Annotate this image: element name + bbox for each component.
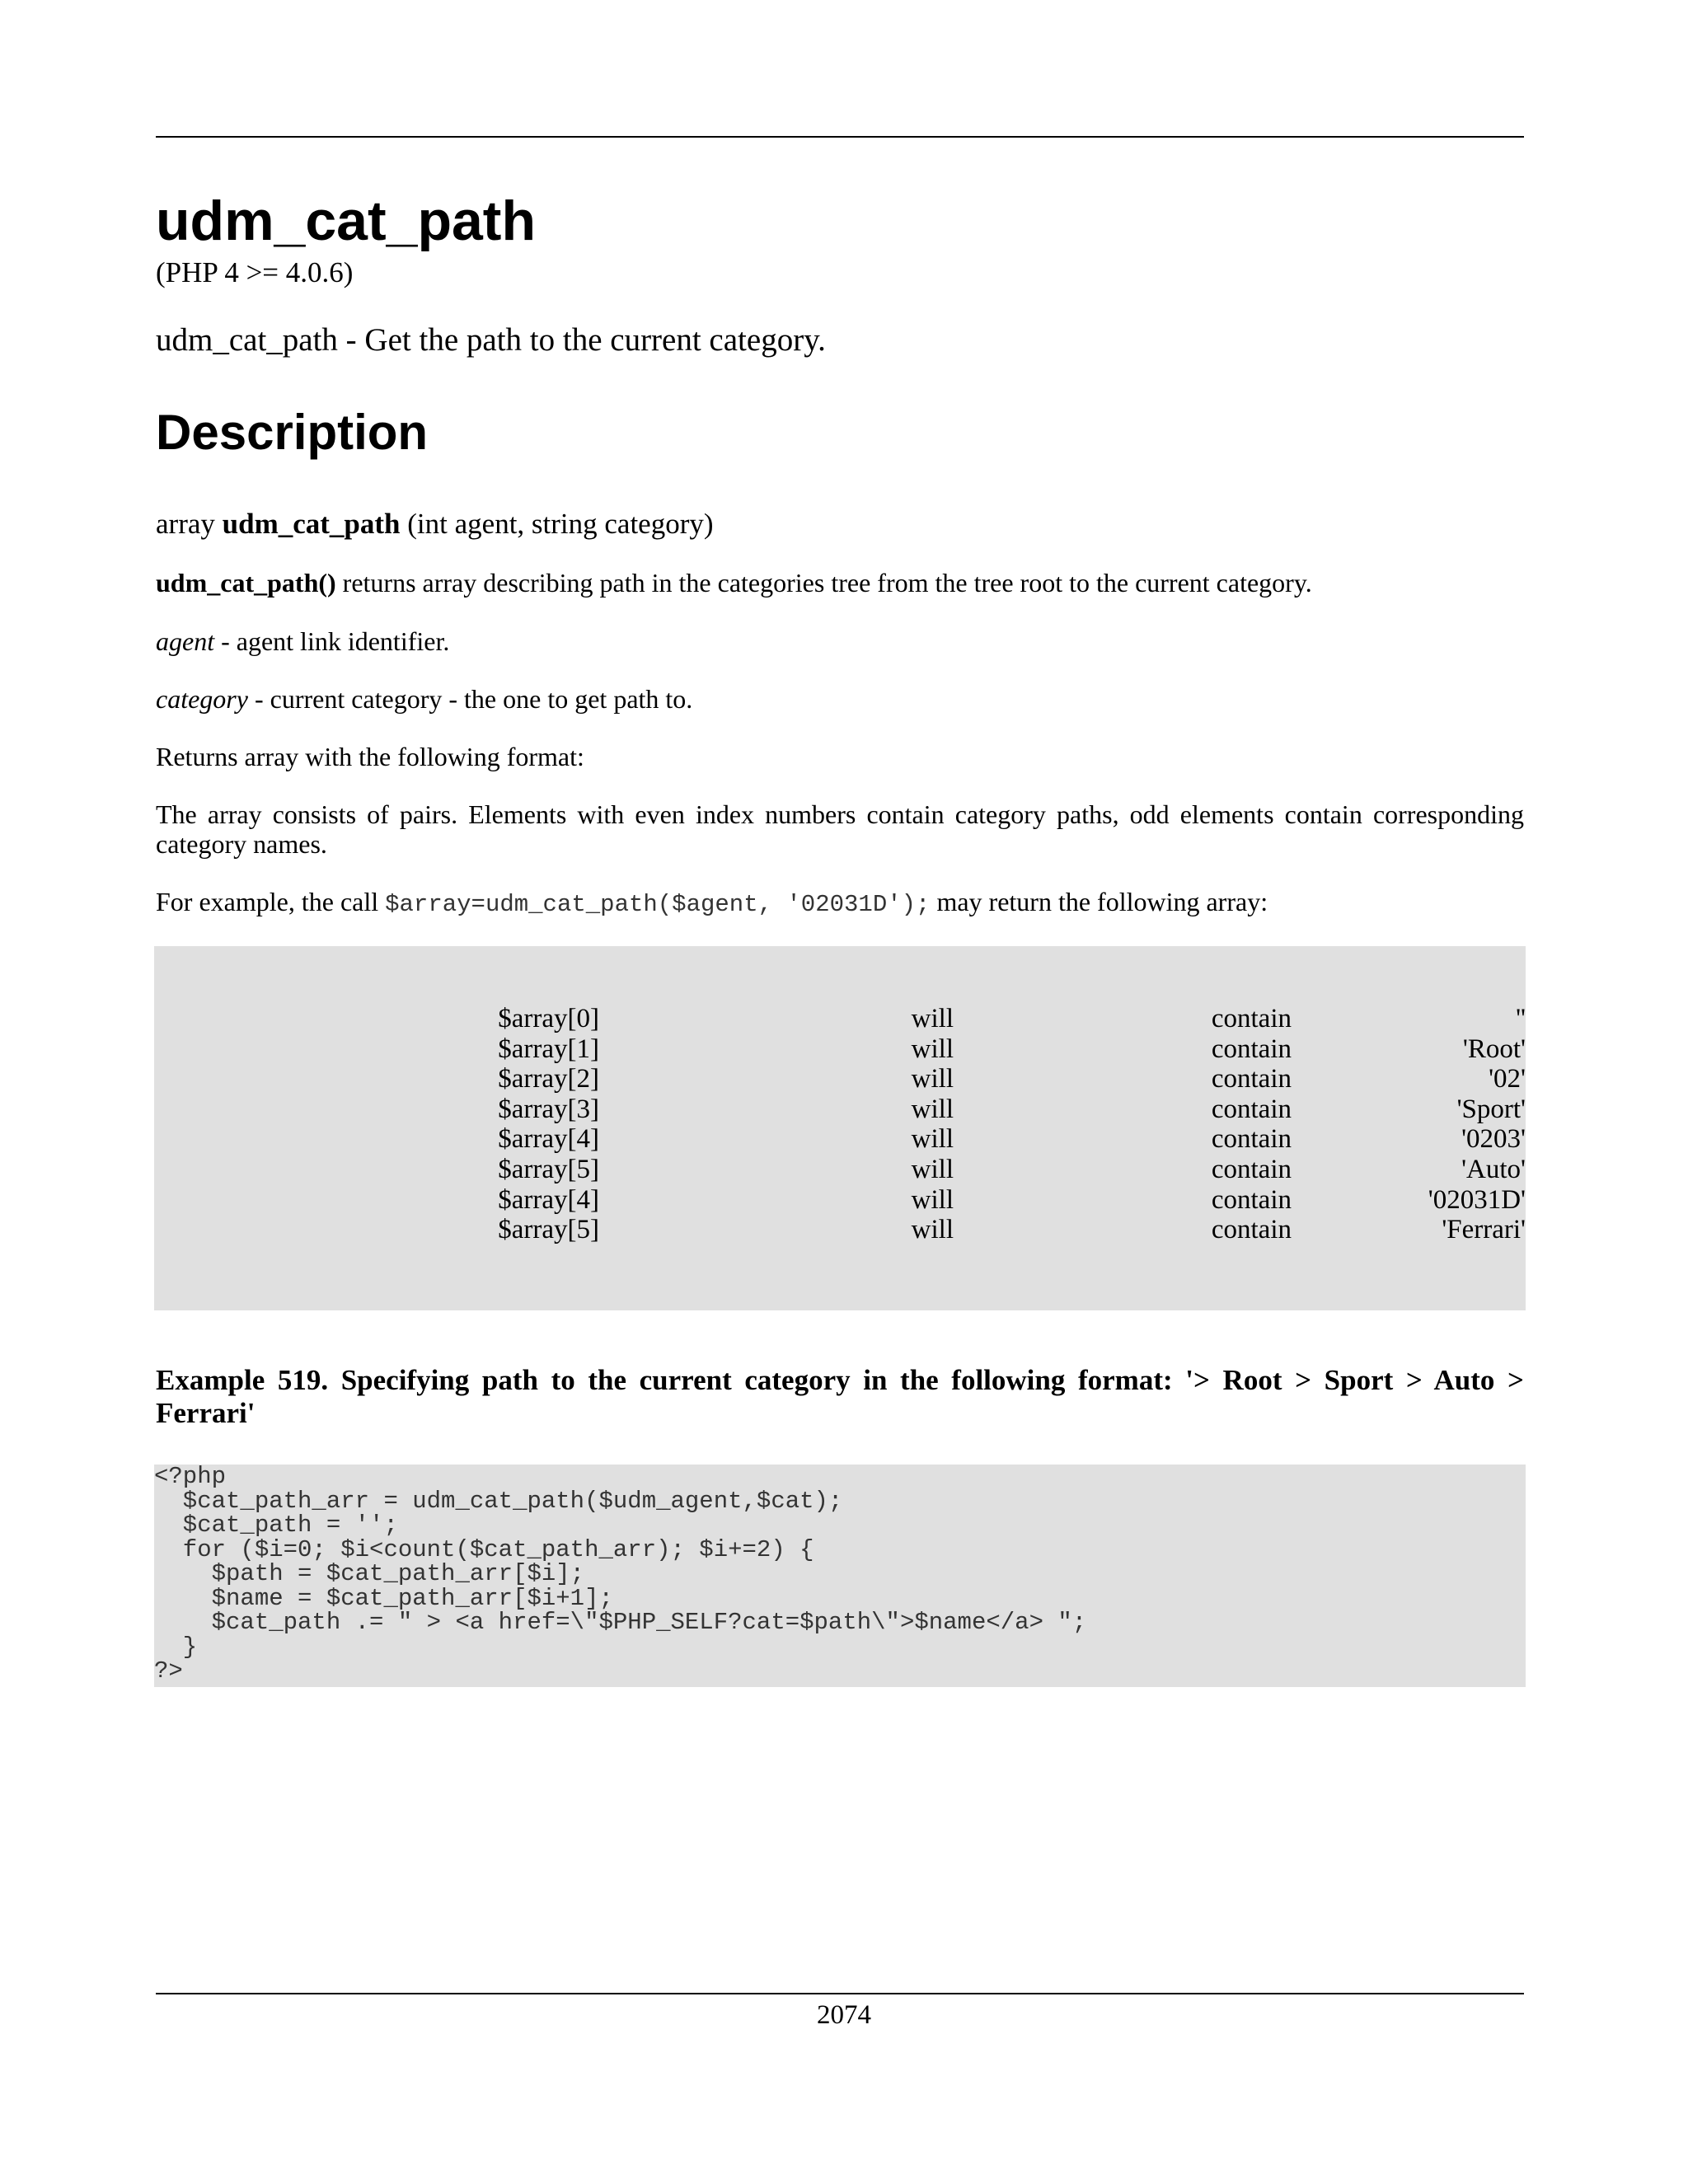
array-row	[154, 1155, 1526, 1185]
array-index-cell: $array[5]	[498, 1215, 599, 1245]
array-row	[154, 1064, 1526, 1094]
function-name: udm_cat_path	[222, 508, 401, 540]
array-will-cell: will	[911, 1033, 954, 1064]
example-intro-paragraph	[156, 887, 1524, 920]
pairs-paragraph: The array consists of pairs. Elements with even index numbers contain category paths, odd elements contain corresponding category names.	[156, 799, 1524, 859]
param-agent	[156, 626, 1524, 656]
example-title: Example 519. Specifying path to the current category in the following format: '> Root > Sport > Auto > Ferrari'	[156, 1364, 1524, 1429]
array-will-cell: will	[911, 1184, 954, 1215]
function-params: (int agent, string category)	[407, 508, 714, 540]
page-number: 2074	[817, 2000, 871, 2030]
array-contain-cell: contain	[1211, 1064, 1292, 1094]
inline-code: $array=udm_cat_path($agent, '02031D');	[385, 891, 931, 918]
array-index-cell: $array[4]	[498, 1124, 599, 1155]
array-will-cell: will	[911, 1154, 954, 1184]
array-row	[154, 1215, 1526, 1245]
array-index-cell: $array[1]	[498, 1033, 599, 1064]
return-type: array	[156, 508, 215, 540]
array-value-cell: 'Root'	[1462, 1033, 1526, 1064]
array-row	[154, 1034, 1526, 1065]
function-ref: udm_cat_path()	[156, 568, 336, 598]
array-contain-cell: contain	[1211, 1184, 1292, 1215]
array-will-cell: will	[911, 1215, 954, 1245]
array-row	[154, 1185, 1526, 1216]
array-row	[154, 1094, 1526, 1125]
example-intro-before: For example, the call	[156, 887, 386, 916]
array-index-cell: $array[4]	[498, 1184, 599, 1215]
array-will-cell: will	[911, 1004, 954, 1033]
array-value-cell: '0203'	[1461, 1124, 1526, 1155]
array-row	[154, 1004, 1526, 1034]
top-rule	[156, 136, 1524, 138]
array-value-cell: '02'	[1489, 1064, 1526, 1094]
array-contain-cell: contain	[1211, 1004, 1292, 1033]
array-contain-cell: contain	[1211, 1124, 1292, 1155]
function-purpose: udm_cat_path - Get the path to the current category.	[156, 322, 826, 358]
array-value-cell: ''	[1516, 1004, 1526, 1033]
array-contain-cell: contain	[1211, 1154, 1292, 1184]
array-value-cell: 'Auto'	[1461, 1154, 1526, 1184]
array-will-cell: will	[911, 1094, 954, 1124]
array-example-body	[154, 1004, 1526, 1245]
param-category	[156, 684, 1524, 714]
array-index-cell: $array[0]	[498, 1004, 599, 1033]
array-example-table	[154, 1004, 1526, 1245]
function-synopsis	[156, 506, 714, 542]
array-contain-cell: contain	[1211, 1094, 1292, 1124]
array-value-cell: 'Ferrari'	[1442, 1215, 1526, 1245]
array-index-cell: $array[3]	[498, 1094, 599, 1124]
summary-paragraph	[156, 568, 1524, 598]
code-example: <?php $cat_path_arr = udm_cat_path($udm_agent,$cat); $cat_path = ''; for ($i=0; $i<count($cat_path_arr); $i+=2) { $path = $cat_path_arr[$i]; $name = $cat_path_arr[$i+1]; $cat_path .= " > <a href=\"$PHP_SELF?cat=$path\">$name</a> "; } ?>	[154, 1465, 1526, 1687]
param-category-name: category	[156, 684, 248, 714]
array-value-cell: 'Sport'	[1456, 1094, 1526, 1124]
description-heading: Description	[156, 405, 429, 460]
summary-text: returns array describing path in the categories tree from the tree root to the current category.	[335, 568, 1312, 598]
example-intro-after: may return the following array:	[930, 887, 1268, 916]
array-contain-cell: contain	[1211, 1033, 1292, 1064]
array-index-cell: $array[2]	[498, 1064, 599, 1094]
page-title: udm_cat_path	[156, 190, 536, 252]
returns-paragraph: Returns array with the following format:	[156, 742, 584, 771]
array-example-box	[154, 946, 1526, 1310]
array-will-cell: will	[911, 1124, 954, 1155]
array-row	[154, 1124, 1526, 1155]
version-info: (PHP 4 >= 4.0.6)	[156, 256, 354, 288]
bottom-rule	[156, 1993, 1524, 1994]
array-value-cell: '02031D'	[1428, 1184, 1526, 1215]
array-index-cell: $array[5]	[498, 1154, 599, 1184]
array-contain-cell: contain	[1211, 1215, 1292, 1245]
param-agent-text: - agent link identifier.	[214, 626, 450, 656]
param-agent-name: agent	[156, 626, 215, 656]
array-will-cell: will	[911, 1064, 954, 1094]
param-category-text: - current category - the one to get path to.	[247, 684, 693, 714]
